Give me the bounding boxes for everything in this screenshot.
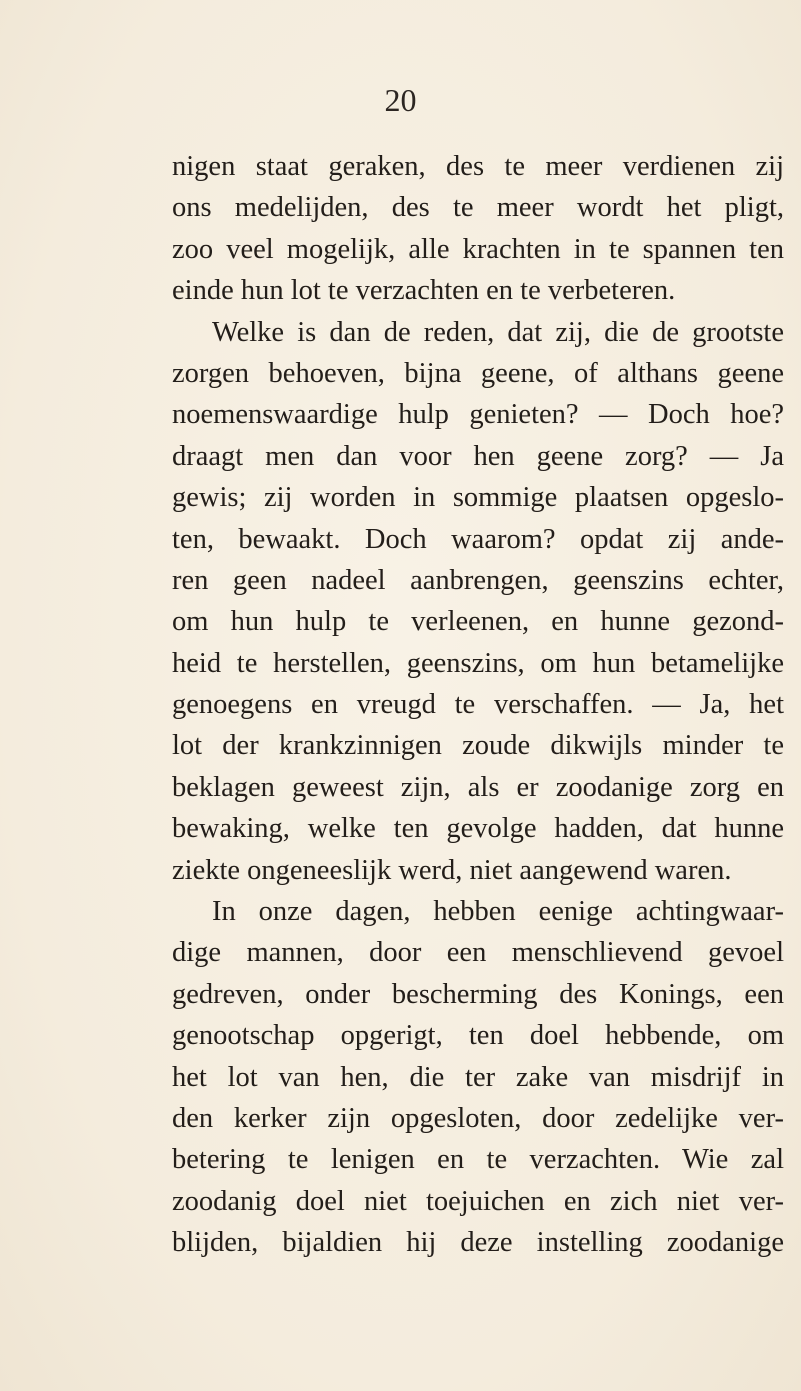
- text-line: beklagen geweest zijn, als er zoodanige zorg en: [172, 771, 784, 803]
- text-line: heid te herstellen, geenszins, om hun betamelijke: [172, 647, 784, 679]
- text-line: Welke is dan de reden, dat zij, die de grootste: [212, 316, 784, 348]
- text-line: ren geen nadeel aanbrengen, geenszins echter,: [172, 564, 784, 596]
- text-line: genootschap opgerigt, ten doel hebbende, om: [172, 1020, 784, 1052]
- text-line: het lot van hen, die ter zake van misdrijf in: [172, 1061, 784, 1093]
- text-line: den kerker zijn opgesloten, door zedelijke ver-: [172, 1102, 784, 1134]
- text-line: draagt men dan voor hen geene zorg? — Ja: [172, 440, 784, 472]
- text-line: ziekte ongeneeslijk werd, niet aangewend waren.: [172, 854, 732, 886]
- text-line: noemenswaardige hulp genieten? — Doch hoe?: [172, 399, 784, 431]
- text-line: dige mannen, door een menschlievend gevoel: [172, 937, 784, 969]
- body-text: [172, 146, 784, 1264]
- text-line: gewis; zij worden in sommige plaatsen opgeslo-: [172, 482, 784, 514]
- text-line: zoodanig doel niet toejuichen en zich niet ver-: [172, 1185, 784, 1217]
- text-line: zorgen behoeven, bijna geene, of althans geene: [172, 357, 784, 389]
- text-line: lot der krankzinnigen zoude dikwijls minder te: [172, 730, 784, 762]
- text-line: genoegens en vreugd te verschaffen. — Ja, het: [172, 689, 784, 721]
- text-line: zoo veel mogelijk, alle krachten in te spannen ten: [172, 233, 784, 265]
- text-line: betering te lenigen en te verzachten. Wie zal: [172, 1144, 784, 1176]
- text-line: blijden, bijaldien hij deze instelling zoodanige: [172, 1227, 784, 1259]
- text-line: ten, bewaakt. Doch waarom? opdat zij ande-: [172, 523, 784, 555]
- page-number: 20: [384, 82, 417, 118]
- text-line: In onze dagen, hebben eenige achtingwaar-: [212, 896, 784, 928]
- text-line: om hun hulp te verleenen, en hunne gezond-: [172, 606, 784, 638]
- text-line: bewaking, welke ten gevolge hadden, dat hunne: [172, 813, 784, 845]
- text-line: gedreven, onder bescherming des Konings, een: [172, 978, 784, 1010]
- text-line: ons medelijden, des te meer wordt het pligt,: [172, 192, 784, 224]
- text-line: einde hun lot te verzachten en te verbeteren.: [172, 275, 676, 307]
- text-line: nigen staat geraken, des te meer verdienen zij: [172, 151, 784, 182]
